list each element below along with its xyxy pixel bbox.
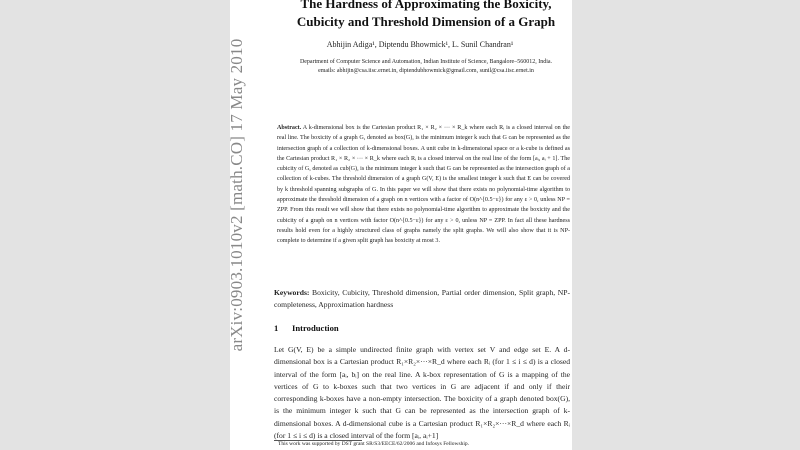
section-title: Introduction <box>292 323 339 333</box>
abstract-label: Abstract. <box>277 125 302 131</box>
viewer-right-background <box>572 0 800 450</box>
introduction-paragraph: Let G(V, E) be a simple undirected finite graph with vertex set V and edge set E. A d-dimensional box is a Cartesian product R₁×R₂×···×R_d where each Rᵢ (for 1 ≤ i ≤ d) is a closed interval of the form [aᵢ, bᵢ] on the real line. A k-box representation of G is a mapping of the vertices of G to k-boxes such that two vertices in G are adjacent if and only if their corresponding k-boxes have a non-empty intersection. The boxicity of a graph denoted box(G), is the minimum integer k such that G can be represented as the intersection graph of k-dimensional boxes. A d-dimensional cube is a Cartesian product R₁×R₂×···×R_d where each Rᵢ (for 1 ≤ i ≤ d) is a closed interval of the form [aᵢ, aᵢ+1] <box>274 345 570 441</box>
abstract <box>277 123 570 247</box>
arxiv-sidebar-stamp <box>226 38 248 352</box>
keywords-label: Keywords: <box>274 288 310 297</box>
viewer-left-background <box>0 0 230 450</box>
paper-title: The Hardness of Approximating the Boxicity, Cubicity and Threshold Dimension of a Graph <box>296 0 556 29</box>
footnote: This work was supported by DST grant SR/S3/EECE/62/2006 and Infosys Fellowship. <box>278 441 470 447</box>
section-heading <box>274 323 570 333</box>
arxiv-identifier: arXiv:0903.1010v2 [math.CO] 17 May 2010 <box>227 38 246 352</box>
affiliation: Department of Computer Science and Automation, Indian Institute of Science, Bangalore–560012, India. <box>299 59 553 65</box>
abstract-text: A k-dimensional box is the Cartesian product R₁ × R₂ × ··· × R_k where each Rᵢ is a closed interval on the real line. The boxicity of a graph G, denoted as box(G), is the minimum integer k such that G can be represented as the intersection graph of a collection of k-dimensional boxes. A unit cube in k-dimensional space or a k-cube is defined as the Cartesian product R₁ × R₂ × ··· × R_k where each Rᵢ is a closed interval on the real line of the form [aᵢ, aᵢ + 1]. The cubicity of G, denoted as cub(G), is the minimum integer k such that G can be represented as the intersection graph of a collection of k-cubes. The threshold dimension of a graph G(V, E) is the smallest integer k such that E can be covered by k threshold spanning subgraphs of G. In this paper we will show that there exists no polynomial-time algorithm to approximate the threshold dimension of a graph on n vertices with a factor of O(n^{0.5−ε}) for any ε > 0, unless NP = ZPP. From this result we will show that there exists no polynomial-time algorithm to approximate the boxicity and the cubicity of a graph on n vertices with factor O(n^{0.5−ε}) for any ε > 0, unless NP = ZPP. In fact all these hardness results hold even for a highly structured class of graphs namely the split graphs. We will also show that it is NP-complete to determine if a given split graph has boxicity at most 3. <box>277 125 571 245</box>
keywords <box>274 287 570 311</box>
section-number: 1 <box>274 323 279 333</box>
author-emails: emails: abhijin@csa.iisc.ernet.in, diptendubhowmick@gmail.com, sunil@csa.iisc.ernet.in <box>318 67 534 74</box>
paper-authors: Abhijin Adiga¹, Diptendu Bhowmick¹, L. Sunil Chandran¹ <box>326 40 514 49</box>
keywords-text: Boxicity, Cubicity, Threshold dimension, Partial order dimension, Split graph, NP-completeness, Approximation hardness <box>274 288 570 309</box>
affiliation-block <box>276 58 576 75</box>
